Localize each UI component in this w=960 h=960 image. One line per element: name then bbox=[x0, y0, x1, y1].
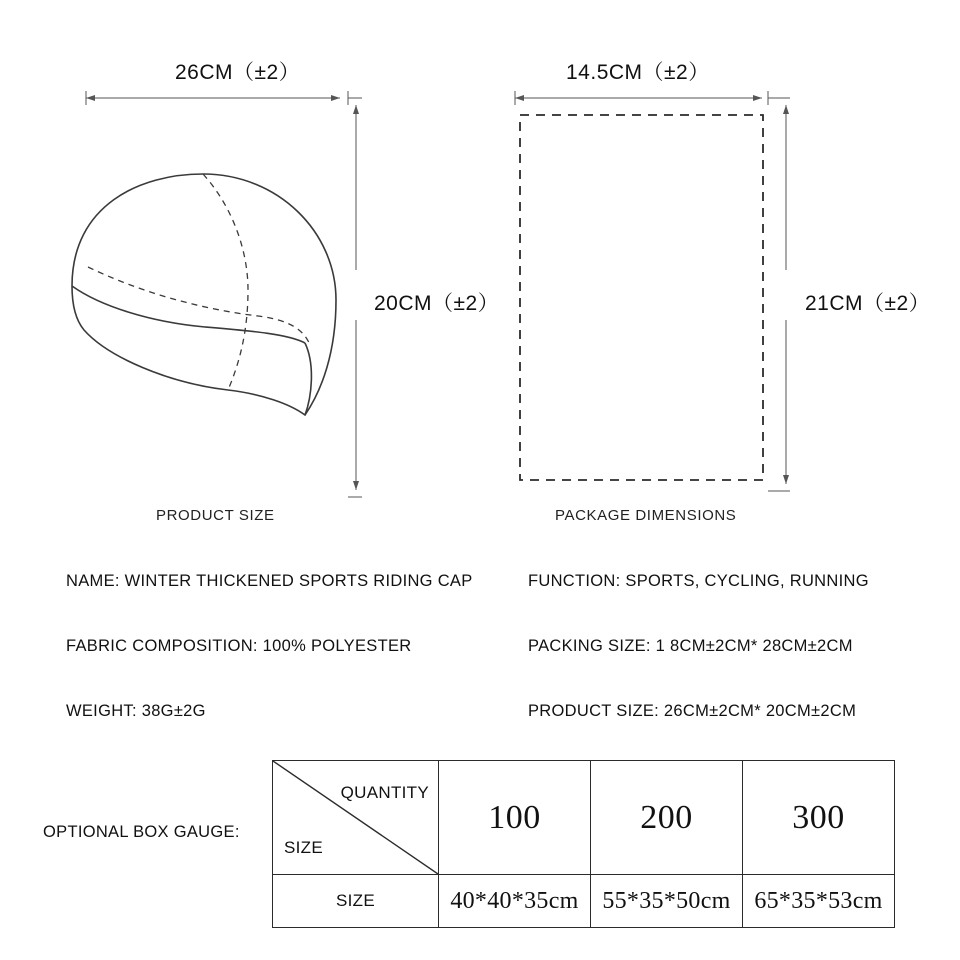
product-height-label: 20CM（±2） bbox=[374, 292, 500, 315]
spec-name: NAME: WINTER THICKENED SPORTS RIDING CAP bbox=[66, 572, 473, 590]
box-gauge-label: OPTIONAL BOX GAUGE: bbox=[43, 823, 240, 841]
gauge-quantity-value: 200 bbox=[640, 798, 693, 836]
package-width-dimension bbox=[515, 91, 768, 105]
gauge-quantity-header: QUANTITY bbox=[340, 783, 429, 802]
gauge-size-200 bbox=[591, 875, 743, 928]
gauge-quantity-value: 300 bbox=[792, 798, 845, 836]
package-height-dimension bbox=[768, 98, 790, 491]
gauge-size-value: 55*35*50cm bbox=[602, 887, 731, 914]
spec-function: FUNCTION: SPORTS, CYCLING, RUNNING bbox=[528, 572, 869, 590]
spec-packing-size: PACKING SIZE: 1 8CM±2CM* 28CM±2CM bbox=[528, 637, 853, 655]
spec-product-size: PRODUCT SIZE: 26CM±2CM* 20CM±2CM bbox=[528, 702, 857, 720]
gauge-size-100 bbox=[439, 875, 591, 928]
gauge-quantity-value: 100 bbox=[488, 798, 541, 836]
box-gauge-table bbox=[272, 760, 895, 928]
product-size-caption: PRODUCT SIZE bbox=[156, 507, 275, 524]
package-outline bbox=[520, 115, 763, 480]
gauge-quantity-200 bbox=[591, 761, 743, 875]
table-row bbox=[273, 875, 895, 928]
package-height-label: 21CM（±2） bbox=[805, 292, 931, 315]
cap-illustration bbox=[72, 174, 336, 415]
product-height-dimension bbox=[348, 98, 362, 497]
spec-fabric-composition: FABRIC COMPOSITION: 100% POLYESTER bbox=[66, 637, 412, 655]
table-row bbox=[273, 761, 895, 875]
gauge-quantity-300 bbox=[743, 761, 895, 875]
gauge-size-row-header bbox=[273, 875, 439, 928]
gauge-size-header: SIZE bbox=[284, 838, 323, 857]
cap-seam-dashed bbox=[88, 174, 310, 390]
gauge-size-300 bbox=[743, 875, 895, 928]
gauge-corner-cell bbox=[273, 761, 439, 875]
package-width-label: 14.5CM（±2） bbox=[566, 61, 710, 84]
product-width-label: 26CM（±2） bbox=[175, 61, 301, 84]
gauge-quantity-100 bbox=[439, 761, 591, 875]
gauge-size-row-label: SIZE bbox=[336, 891, 375, 910]
gauge-size-value: 65*35*53cm bbox=[754, 887, 883, 914]
gauge-size-value: 40*40*35cm bbox=[450, 887, 579, 914]
product-width-dimension bbox=[86, 91, 348, 105]
spec-weight: WEIGHT: 38G±2G bbox=[66, 702, 206, 720]
package-dimensions-caption: PACKAGE DIMENSIONS bbox=[555, 507, 737, 524]
